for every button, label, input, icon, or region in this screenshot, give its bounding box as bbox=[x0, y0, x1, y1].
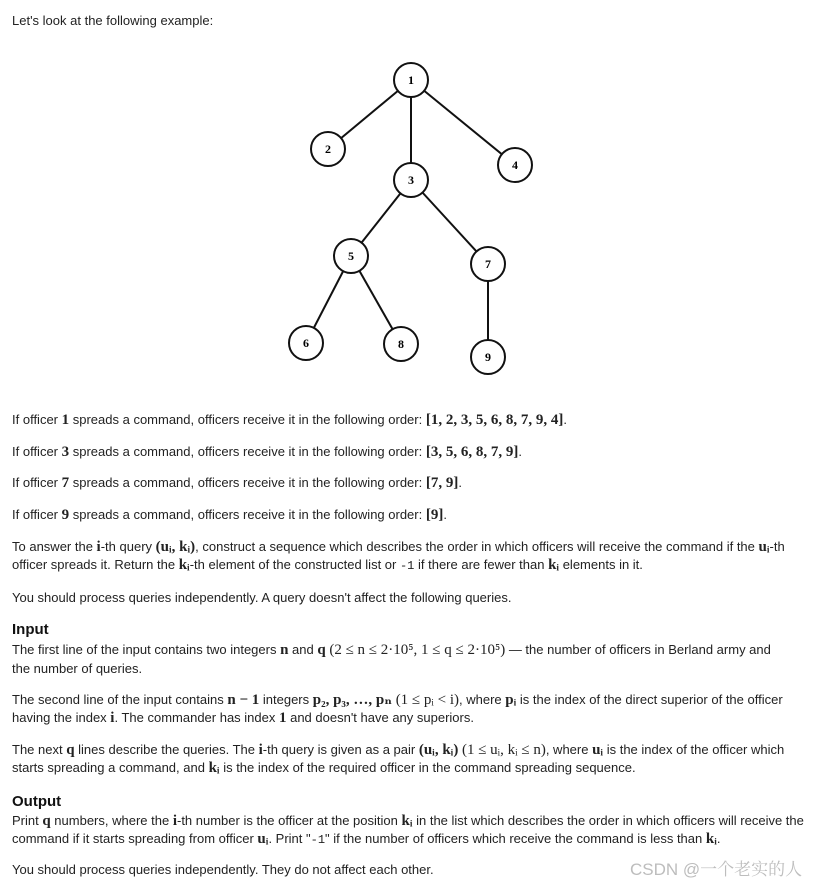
independent-note-2: You should process queries independently. They do not affect each other. bbox=[12, 862, 434, 877]
tree-node-5 bbox=[334, 239, 368, 273]
csdn-watermark: CSDN @一个老实的人 bbox=[630, 860, 803, 879]
input-p3-line-2: starts spreading a command, and kᵢ is the index of the required officer in the command spreading sequence. bbox=[12, 760, 636, 776]
input-p2-line-2: having the index i. The commander has index 1 and doesn't have any superiors. bbox=[12, 710, 474, 726]
intro-text: Let's look at the following example: bbox=[12, 13, 214, 28]
output-line-2: command if it starts spreading from officer uᵢ. Print "-1" if the number of officers which receive the command is less than kᵢ. bbox=[12, 831, 721, 847]
tree-node-8 bbox=[384, 327, 418, 361]
tree-diagram bbox=[280, 55, 540, 380]
tree-node-label: 9 bbox=[485, 350, 491, 364]
query-paragraph-line-1: To answer the i-th query (uᵢ, kᵢ), construct a sequence which describes the order in which officers will receive the command if the uᵢ-th bbox=[12, 539, 785, 555]
example-line-3: If officer 7 spreads a command, officers receive it in the following order: [7, 9]. bbox=[12, 475, 462, 491]
independent-note-1: You should process queries independently. A query doesn't affect the following queries. bbox=[12, 590, 512, 605]
tree-node-9 bbox=[471, 340, 505, 374]
input-p1-line-1: The first line of the input contains two integers n and q (2 ≤ n ≤ 2·10⁵, 1 ≤ q ≤ 2·10⁵) — the number of officers in Berland army and bbox=[12, 642, 771, 658]
example-line-1: If officer 1 spreads a command, officers receive it in the following order: [1, 2, 3, 5, 6, 8, 7, 9, 4]. bbox=[12, 412, 567, 428]
example-line-2: If officer 3 spreads a command, officers receive it in the following order: [3, 5, 6, 8, 7, 9]. bbox=[12, 444, 522, 460]
tree-node-label: 6 bbox=[303, 336, 309, 350]
output-heading: Output bbox=[12, 793, 62, 810]
tree-node-2 bbox=[311, 132, 345, 166]
tree-node-label: 1 bbox=[408, 73, 414, 87]
tree-node-label: 2 bbox=[325, 142, 331, 156]
tree-node-label: 4 bbox=[512, 158, 518, 172]
input-p1-line-2: the number of queries. bbox=[12, 661, 143, 676]
tree-node-7 bbox=[471, 247, 505, 281]
tree-node-4 bbox=[498, 148, 532, 182]
output-line-1: Print q numbers, where the i-th number is the officer at the position kᵢ in the list which describes the order in which officers will receive the bbox=[12, 813, 804, 829]
edge-1-4 bbox=[411, 80, 515, 165]
tree-node-1 bbox=[394, 63, 428, 97]
tree-node-label: 5 bbox=[348, 249, 354, 263]
example-line-4: If officer 9 spreads a command, officers receive it in the following order: [9]. bbox=[12, 507, 447, 523]
query-paragraph-line-2: officer spreads it. Return the kᵢ-th element of the constructed list or -1 if there are fewer than kᵢ elements in it. bbox=[12, 557, 643, 573]
tree-node-label: 3 bbox=[408, 173, 414, 187]
input-heading: Input bbox=[12, 621, 49, 638]
input-p2-line-1: The second line of the input contains n − 1 integers p₂, p₃, …, pₙ (1 ≤ pᵢ < i), where pᵢ is the index of the direct superior of the officer bbox=[12, 692, 783, 708]
tree-node-label: 8 bbox=[398, 337, 404, 351]
tree-node-3 bbox=[394, 163, 428, 197]
input-p3-line-1: The next q lines describe the queries. The i-th query is given as a pair (uᵢ, kᵢ) (1 ≤ uᵢ, kᵢ ≤ n), where uᵢ is the index of the officer which bbox=[12, 742, 785, 758]
tree-node-6 bbox=[289, 326, 323, 360]
tree-node-label: 7 bbox=[485, 257, 491, 271]
